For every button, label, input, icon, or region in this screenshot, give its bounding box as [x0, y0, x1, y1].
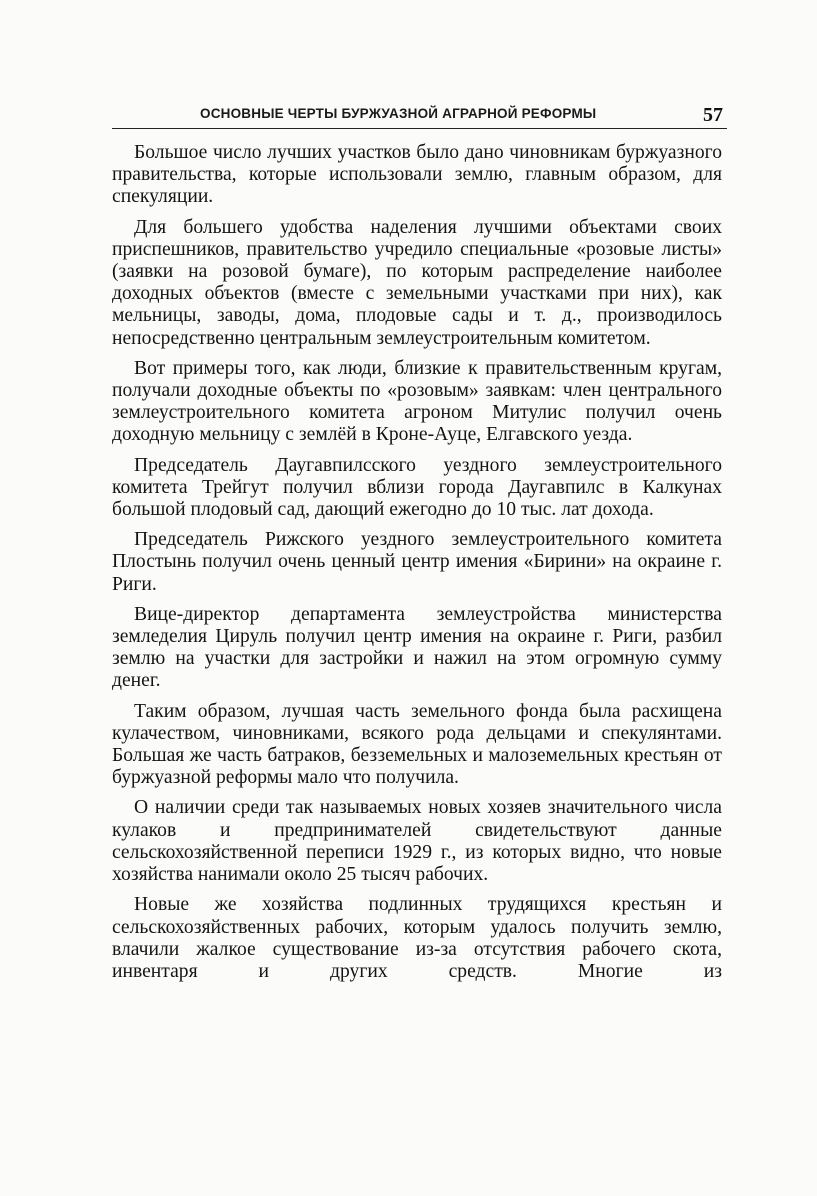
paragraph: Таким образом, лучшая часть земельного фонда была расхищена кулачеством, чиновниками, всякого рода дельцами и спекулянтами. Большая же часть батраков, безземельных и малоземельных крестьян от буржуазной реформы мало что получила.: [112, 700, 722, 789]
body-text: [112, 142, 722, 991]
paragraph: Вице-директор департамента землеустройства министерства земледелия Цируль получил центр имения на окраине г. Риги, разбил землю на участки для застройки и нажил на этом огромную сумму денег.: [112, 603, 722, 692]
paragraph: Председатель Рижского уездного землеустроительного комитета Плостынь получил очень ценный центр имения «Бирини» на окраине г. Риги.: [112, 529, 722, 595]
header-rule: [112, 128, 727, 129]
running-header-title: ОСНОВНЫЕ ЧЕРТЫ БУРЖУАЗНОЙ АГРАРНОЙ РЕФОРМЫ: [200, 106, 597, 121]
paragraph: Председатель Даугавпилсского уездного землеустроительного комитета Трейгут получил вблизи города Даугавпилс в Калкунах большой плодовый сад, дающий ежегодно до 10 тыс. лат дохода.: [112, 454, 722, 521]
paragraph: Вот примеры того, как люди, близкие к правительственным кругам, получали доходные объекты по «розовым» заявкам: член центрального землеустроительного комитета агроном Митулис получил очень доходную мельницу с землёй в Кроне-Ауце, Елгавского уезда.: [112, 357, 722, 446]
running-header: [112, 104, 727, 130]
paragraph: О наличии среди так называемых новых хозяев значительного числа кулаков и предпринимателей свидетельствуют данные сельскохозяйственной переписи 1929 г., из которых видно, что новые хозяйства нанимали около 25 тысяч рабочих.: [112, 797, 722, 886]
page-number: 57: [703, 104, 723, 126]
paragraph: Для большего удобства наделения лучшими объектами своих приспешников, правительство учредило специальные «розовые листы» (заявки на розовой бумаге), по которым распределение наиболее доходных объектов (вместе с земельными участками при них), как мельницы, заводы, дома, плодовые сады и т. д., производилось непосредственно центральным землеустроительным комитетом.: [112, 216, 722, 349]
paragraph: Новые же хозяйства подлинных трудящихся крестьян и сельскохозяйственных рабочих, которым удалось получить землю, влачили жалкое существование из-за отсутствия рабочего скота, инвентаря и других средств. Многие из: [112, 894, 722, 982]
paragraph: Большое число лучших участков было дано чиновникам буржуазного правительства, которые использовали землю, главным образом, для спекуляции.: [112, 142, 722, 208]
